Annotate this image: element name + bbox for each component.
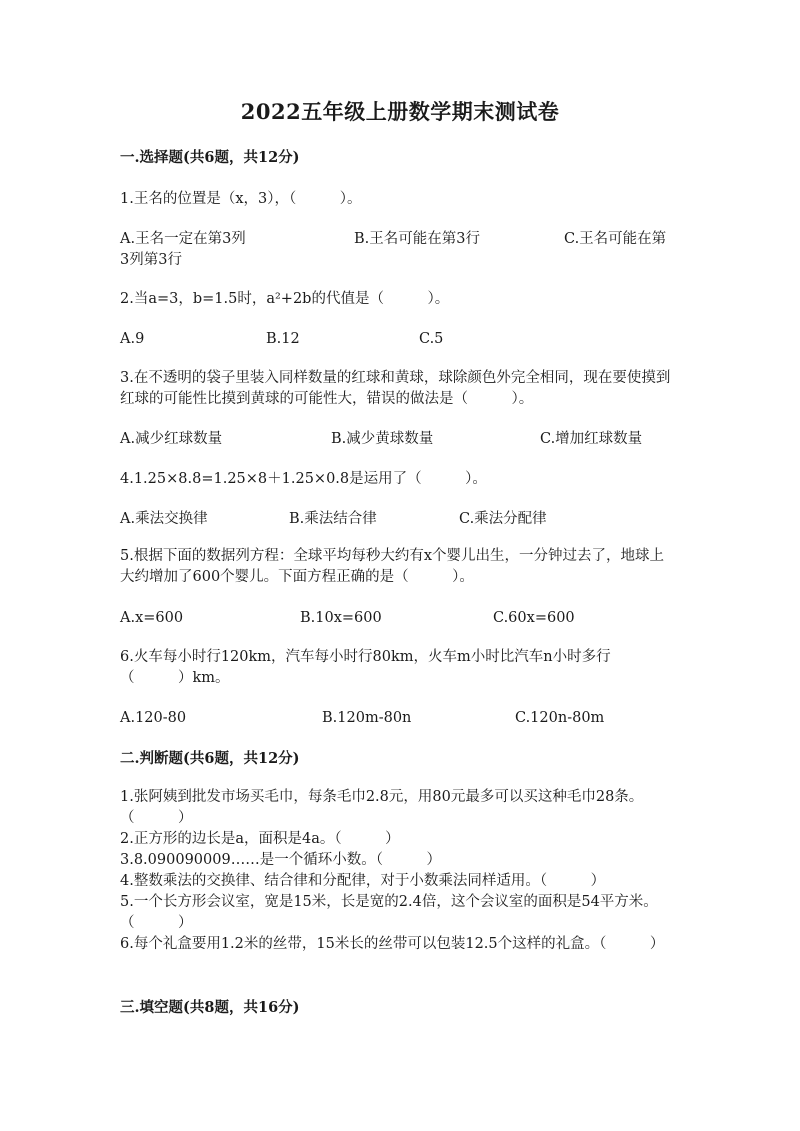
option-c: C.增加红球数量	[540, 431, 643, 447]
judge-question: 6.每个礼盒要用1.2米的丝带，15米长的丝带可以包装12.5个这样的礼盒。（ ）	[120, 936, 665, 952]
page-title: 2022五年级上册数学期末测试卷	[240, 99, 560, 124]
option-b: B.乘法结合律	[289, 511, 377, 527]
question-stem: 5.根据下面的数据列方程：全球平均每秒大约有x个婴儿出生，一分钟过去了，地球上大约增加了600个婴儿。下面方程正确的是（ ）。	[120, 548, 665, 585]
option-a: A.9	[120, 331, 145, 347]
section-heading-judge: 二.判断题(共6题，共12分)	[120, 750, 300, 767]
option-c-continued: 3列第3行	[120, 252, 182, 268]
option-a: A.乘法交换律	[120, 511, 208, 527]
option-c: C.5	[419, 331, 444, 347]
question-stem: 2.当a=3，b=1.5时，a²+2b的代值是（ ）。	[120, 291, 450, 307]
judge-question: 4.整数乘法的交换律、结合律和分配律，对于小数乘法同样适用。（ ）	[120, 873, 606, 889]
option-c: C.王名可能在第	[564, 231, 667, 247]
question-stem: 6.火车每小时行120km，汽车每小时行80km，火车m小时比汽车n小时多行（ ）km。	[120, 649, 611, 686]
question-stem: 3.在不透明的袋子里装入同样数量的红球和黄球，球除颜色外完全相同，现在要使摸到红球的可能性比摸到黄球的可能性大，错误的做法是（ ）。	[120, 370, 671, 407]
question-stem: 1.王名的位置是（x，3），（ ）。	[120, 191, 362, 207]
option-a: A.王名一定在第3列	[120, 231, 246, 247]
judge-question: 1.张阿姨到批发市场买毛巾，每条毛巾2.8元，用80元最多可以买这种毛巾28条。（ ）	[120, 789, 644, 826]
option-b: B.120m-80n	[322, 710, 412, 726]
judge-question: 2.正方形的边长是a，面积是4a。（ ）	[120, 831, 400, 847]
option-a: A.120-80	[120, 710, 187, 726]
option-a: A.x=600	[120, 610, 184, 626]
option-b: B.12	[266, 331, 300, 347]
question-stem: 4.1.25×8.8=1.25×8＋1.25×0.8是运用了（ ）。	[120, 471, 487, 487]
option-b: B.王名可能在第3行	[354, 231, 480, 247]
judge-question: 3.8.090090009……是一个循环小数。（ ）	[120, 852, 441, 868]
option-b: B.减少黄球数量	[331, 431, 434, 447]
option-c: C.120n-80m	[515, 710, 605, 726]
section-heading-choice: 一.选择题(共6题，共12分)	[120, 149, 300, 166]
option-c: C.乘法分配律	[459, 511, 547, 527]
judge-question: 5.一个长方形会议室，宽是15米，长是宽的2.4倍，这个会议室的面积是54平方米。（ ）	[120, 894, 658, 931]
option-c: C.60x=600	[493, 610, 575, 626]
option-a: A.减少红球数量	[120, 431, 223, 447]
section-heading-fill: 三.填空题(共8题，共16分)	[120, 999, 300, 1016]
option-b: B.10x=600	[300, 610, 382, 626]
